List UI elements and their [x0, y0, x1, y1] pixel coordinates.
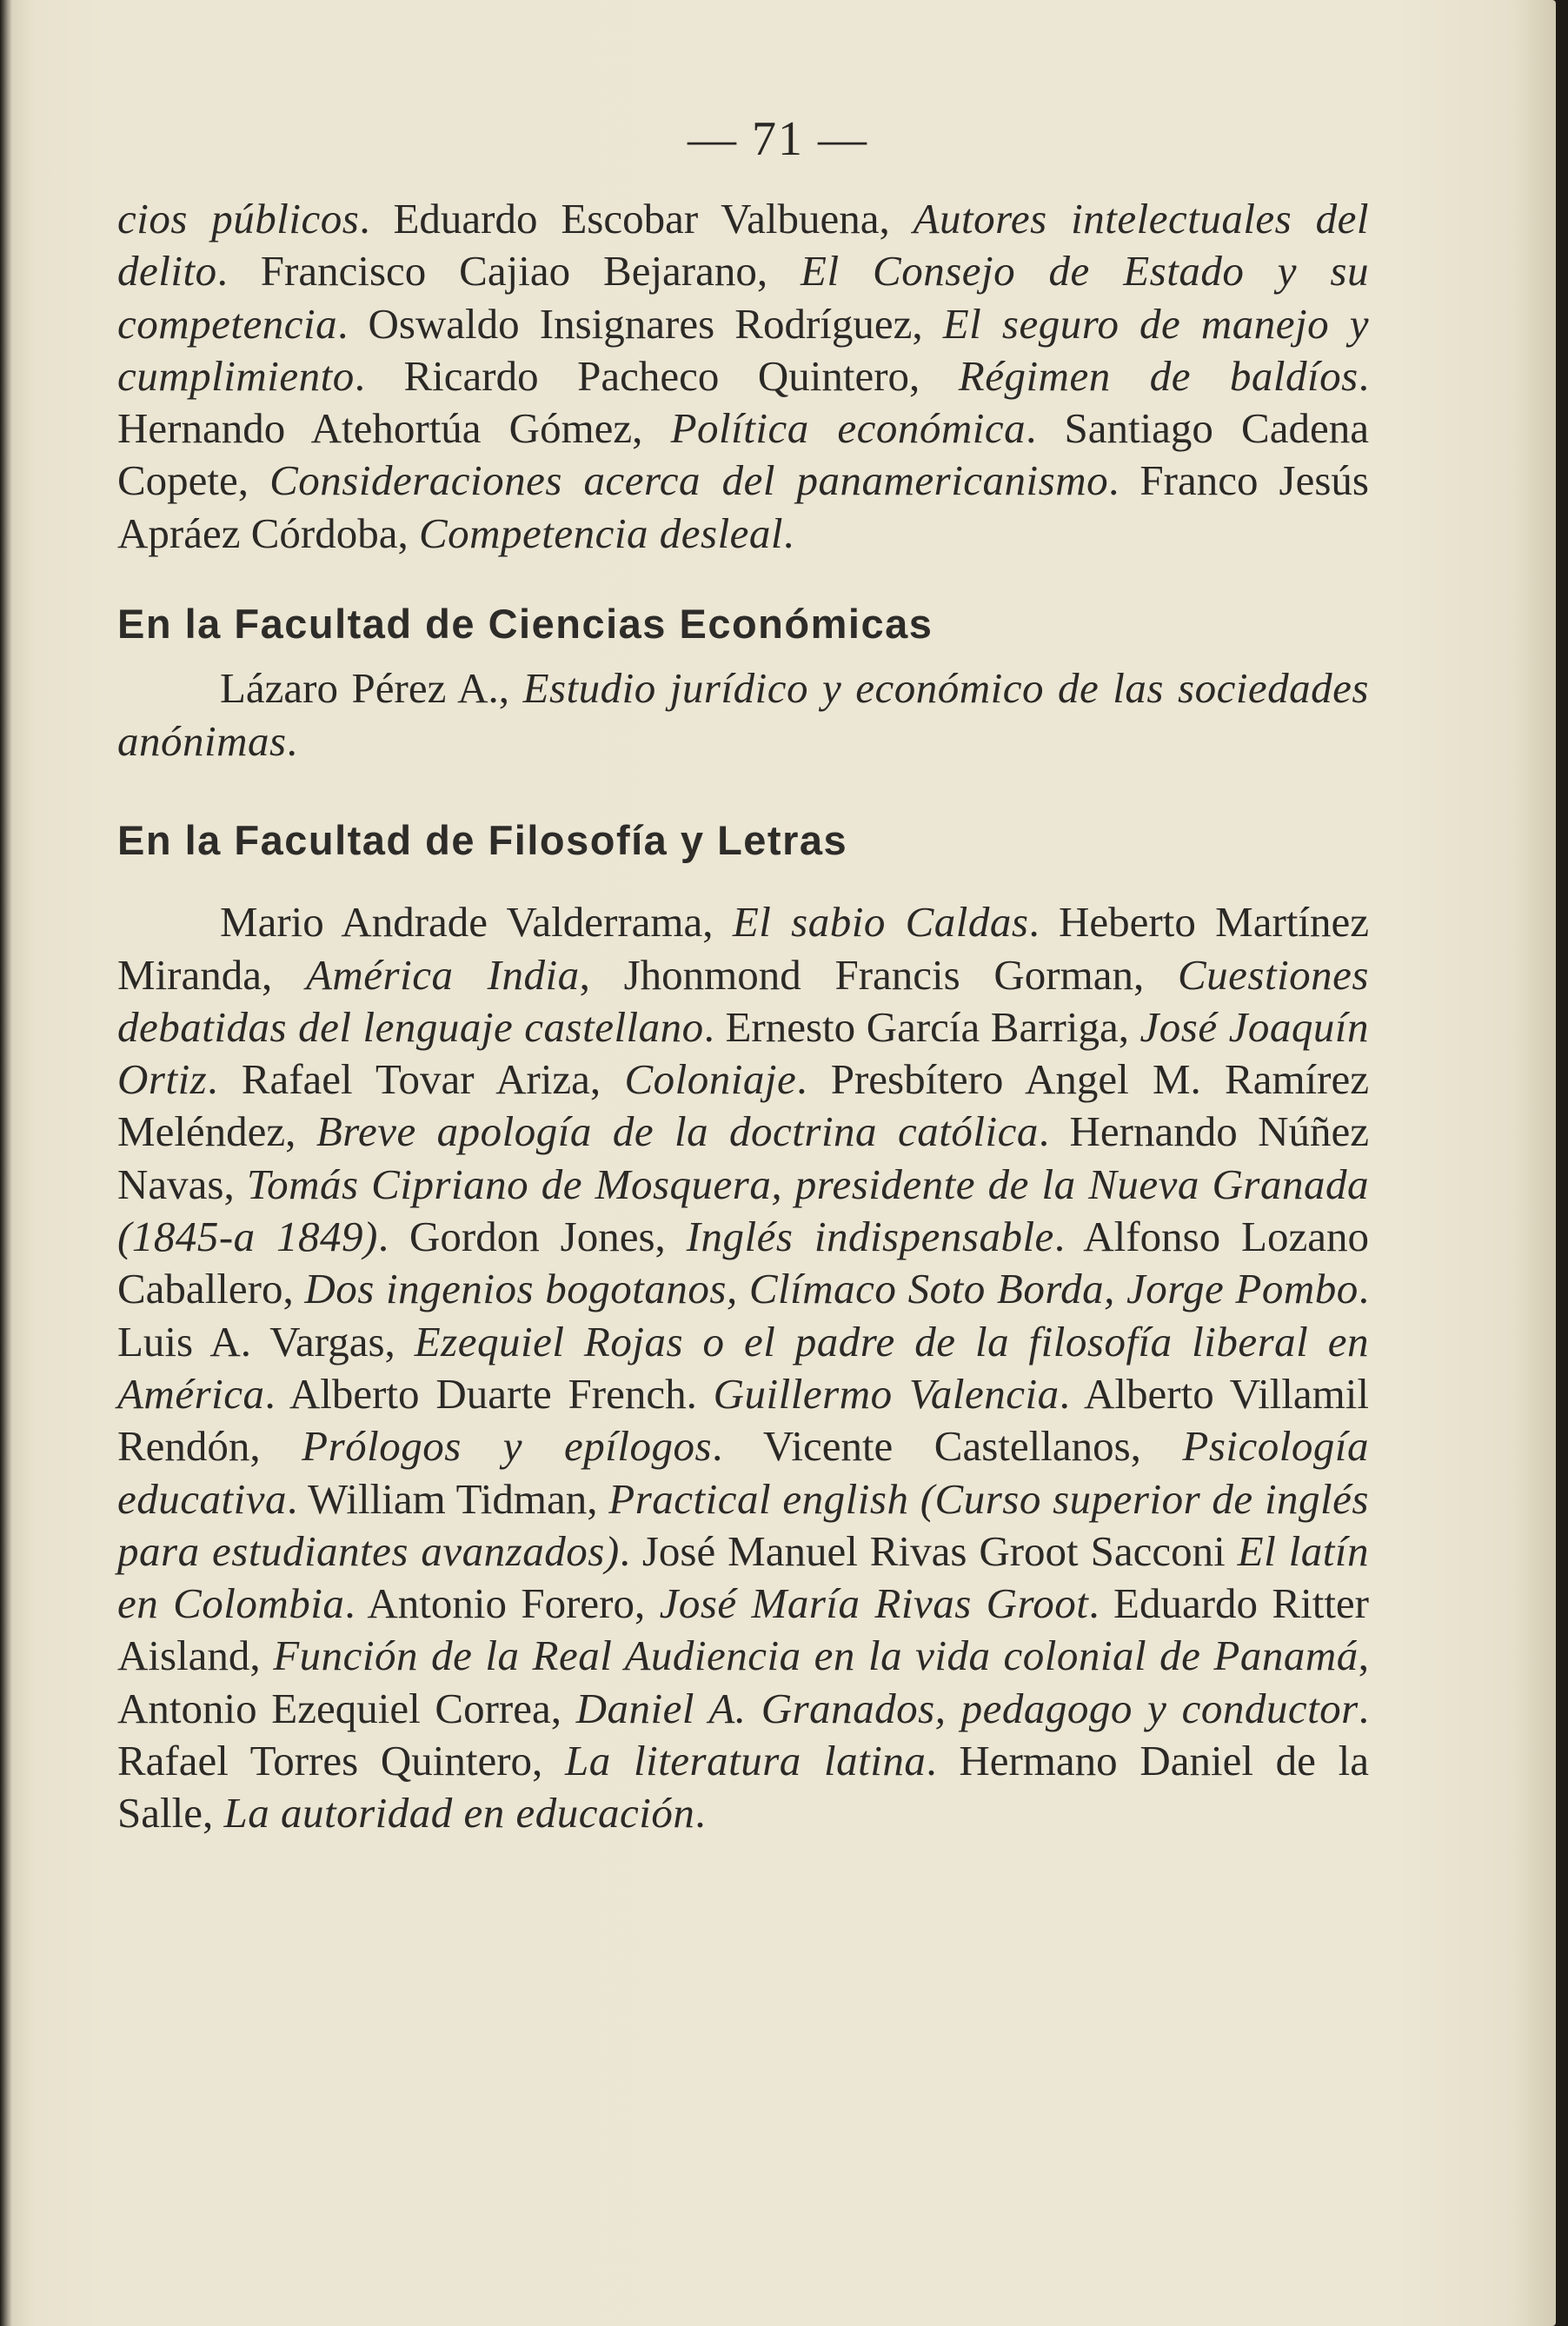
work-title: Prólogos y epílogos — [302, 1422, 713, 1471]
page-body — [117, 193, 1369, 1840]
author-text: . Ricardo Pacheco Quintero, — [354, 351, 959, 400]
work-title: Inglés indispensable — [686, 1213, 1054, 1261]
author-text: . Franco Jesús Apráez Córdoba, — [117, 456, 1370, 557]
work-title: La autoridad en educación — [223, 1789, 695, 1838]
author-text: . Rafael Torres Quintero, — [117, 1684, 1369, 1785]
page-number: — 71 — — [688, 112, 868, 166]
author-text: . Hernando Núñez Navas, — [117, 1107, 1369, 1208]
work-title: Coloniaje — [624, 1055, 797, 1104]
author-text: . Alberto Duarte French. — [264, 1369, 714, 1418]
author-text: . Eduardo Ritter Aisland, — [117, 1579, 1369, 1680]
work-title: Régimen de baldíos — [958, 351, 1359, 400]
author-text: . — [286, 716, 297, 765]
author-text: . Oswaldo Insignares Rodríguez, — [337, 299, 943, 348]
work-title: Dos ingenios bogotanos, Clímaco Soto Borda, Jorge Pombo — [304, 1265, 1359, 1313]
author-text: . — [783, 508, 794, 557]
author-text: . Antonio Forero, — [344, 1579, 660, 1628]
section-heading-filosofia-letras: En la Facultad de Filosofía y Letras — [117, 816, 848, 863]
thesis-list-filosofia-letras — [117, 896, 1369, 1839]
author-text: . Hernando Atehortúa Gómez, — [117, 351, 1369, 453]
work-title: Guillermo Valencia — [713, 1369, 1060, 1418]
thesis-list-derecho — [117, 193, 1369, 560]
work-title: La literatura latina — [565, 1737, 927, 1785]
section-heading-ciencias-economicas: En la Facultad de Ciencias Económicas — [117, 601, 933, 648]
work-title: Cuestiones debatidas del lenguaje castellano — [117, 950, 1369, 1051]
author-text: . Eduardo Escobar Valbuena, — [359, 195, 914, 243]
author-text: . Santiago Cadena Copete, — [117, 404, 1369, 505]
author-text: . Luis A. Vargas, — [117, 1265, 1369, 1366]
author-text: . Ernesto García Barriga, — [703, 1002, 1140, 1051]
author-text: , Antonio Ezequiel Correa, — [117, 1632, 1369, 1732]
author-text: . Vicente Castellanos, — [712, 1422, 1183, 1471]
author-text: Mario Andrade Valderrama, — [220, 898, 733, 947]
work-title: Consideraciones acerca del panamericanismo — [269, 456, 1109, 505]
author-text: Lázaro Pérez A., — [220, 664, 523, 713]
thesis-list-ciencias-economicas — [117, 662, 1369, 768]
work-title: Daniel A. Granados, pedagogo y conductor — [575, 1684, 1359, 1732]
work-title: cios públicos — [117, 195, 360, 243]
author-text: . Gordon Jones, — [377, 1213, 687, 1261]
work-title: José María Rivas Groot — [659, 1579, 1089, 1628]
author-text: . Heberto Martínez Miranda, — [117, 898, 1370, 999]
work-title: El sabio Caldas — [732, 898, 1029, 947]
author-text: . Presbítero Angel M. Ramírez Meléndez, — [117, 1055, 1369, 1156]
work-title: Autores intelectuales del delito — [117, 195, 1369, 296]
page-gutter-shadow — [0, 0, 12, 2326]
work-title: Política económica — [670, 404, 1027, 453]
work-title: El Consejo de Estado y su competencia — [117, 247, 1369, 348]
author-text: . Francisco Cajiao Bejarano, — [216, 247, 801, 296]
author-text: , Jhonmond Francis Gorman, — [579, 950, 1178, 999]
work-title: Estudio jurídico y económico de las sociedades anónimas — [117, 664, 1369, 765]
work-title: Practical english (Curso superior de inglés para estudiantes avanzados) — [117, 1474, 1369, 1575]
work-title: Ezequiel Rojas o el padre de la filosofía liberal en América — [117, 1317, 1369, 1418]
work-title: El seguro de manejo y cumplimiento — [117, 299, 1370, 400]
author-text: . — [694, 1789, 706, 1838]
work-title: Psicología educativa — [117, 1422, 1369, 1523]
author-text: . Rafael Tovar Ariza, — [207, 1055, 625, 1104]
work-title: El latín en Colombia — [117, 1526, 1370, 1628]
work-title: Función de la Real Audiencia en la vida colonial de Panamá — [273, 1632, 1359, 1680]
author-text: . William Tidman, — [286, 1474, 609, 1523]
work-title: José Joaquín Ortiz — [117, 1002, 1369, 1104]
work-title: Breve apología de la doctrina católica — [316, 1107, 1039, 1156]
author-text: . Alfonso Lozano Caballero, — [117, 1213, 1369, 1313]
author-text: . José Manuel Rivas Groot Sacconi — [619, 1526, 1238, 1575]
work-title: Tomás Cipriano de Mosquera, presidente de la Nueva Granada (1845-a 1849) — [117, 1160, 1369, 1261]
work-title: América India — [305, 950, 580, 999]
author-text: . Alberto Villamil Rendón, — [117, 1369, 1370, 1471]
author-text: . Hermano Daniel de la Salle, — [117, 1737, 1369, 1838]
work-title: Competencia desleal — [418, 508, 784, 557]
